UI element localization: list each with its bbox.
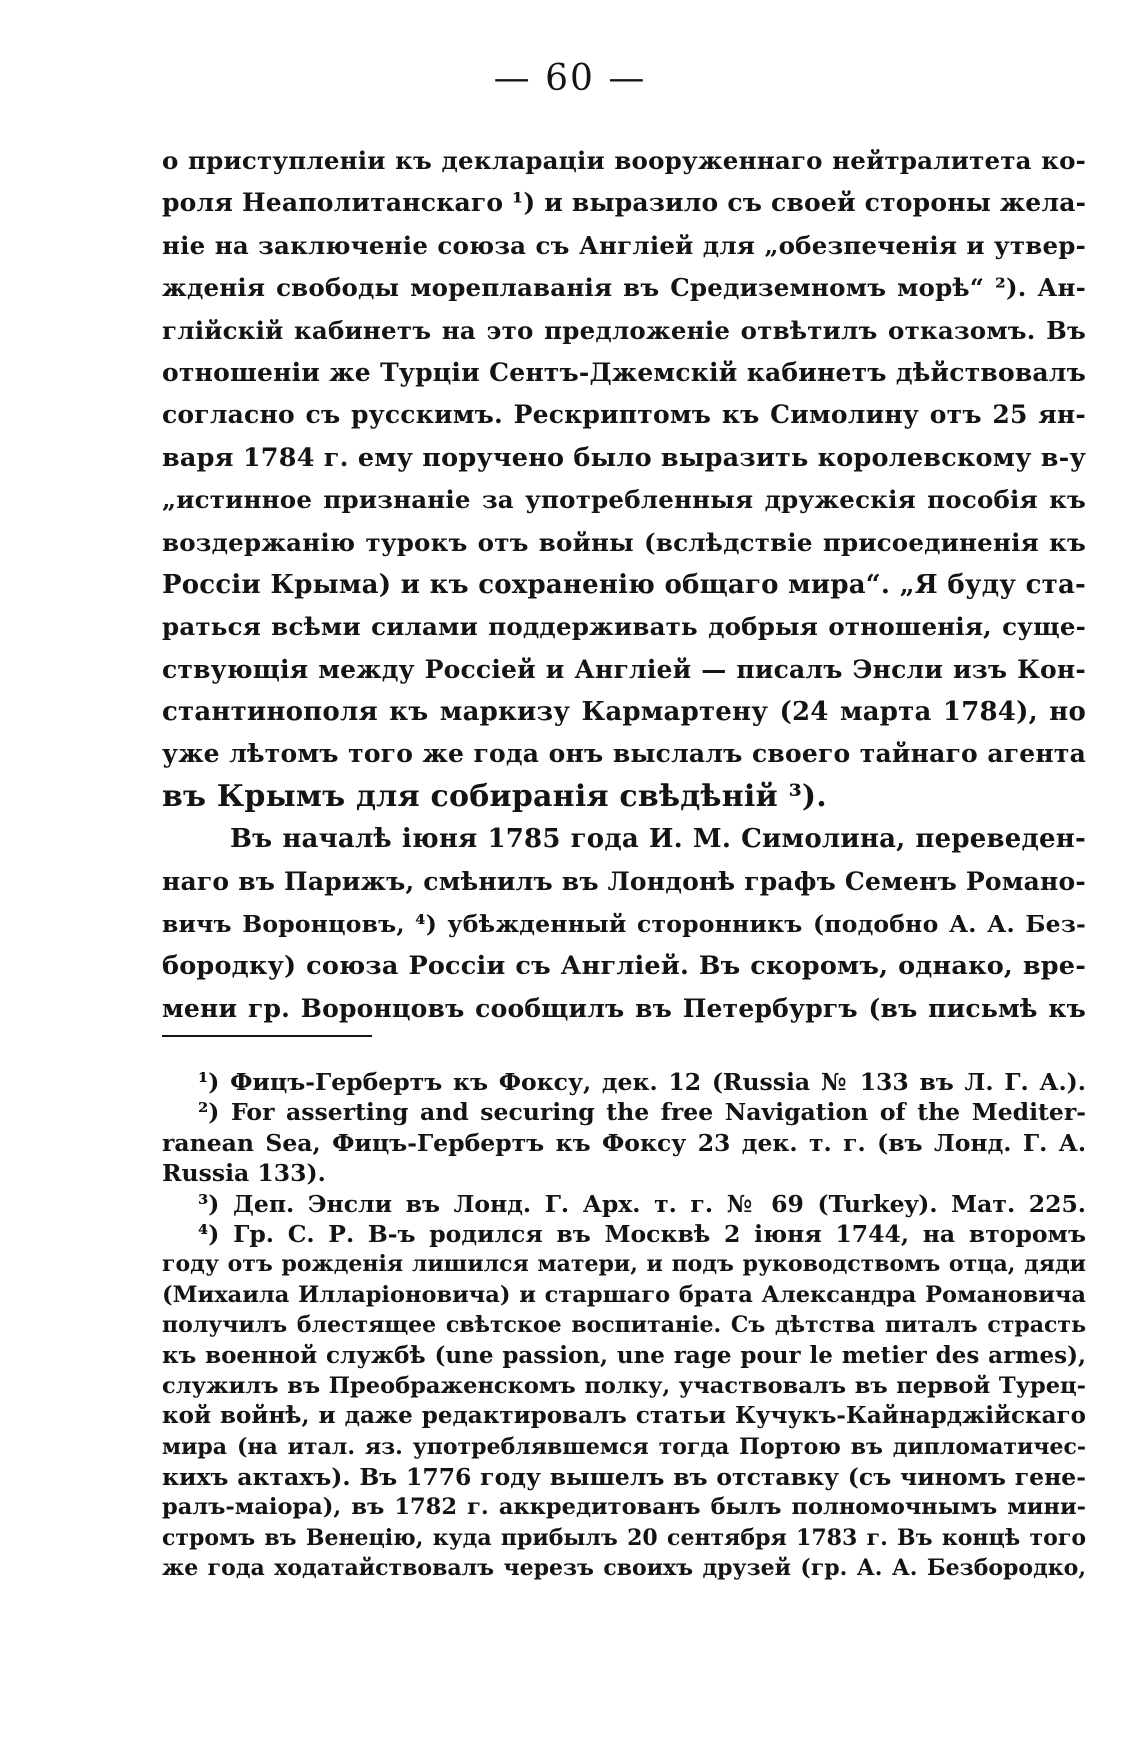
footnotes (162, 1067, 1086, 1584)
footnote-line: къ военной службѣ (une passion, une rage pour le metier des armes), (162, 1341, 1086, 1369)
text-line: уже лѣтомъ того же года онъ выслалъ своего тайнаго агента (162, 739, 1086, 769)
footnote-line: же года ходатайствовалъ черезъ своихъ друзей (гр. А. А. Безбородко, (162, 1555, 1086, 1582)
footnote-line: ⁴) Гр. С. Р. В-ъ родился въ Москвѣ 2 іюня 1744, на второмъ (198, 1219, 1086, 1248)
footnote-line: ³) Деп. Энсли въ Лонд. Г. Арх. т. г. № 69 (Turkey). Мат. 225. (198, 1189, 1086, 1218)
text-line: стантинополя къ маркизу Кармартену (24 марта 1784), но (162, 697, 1086, 728)
footnote-line: кихъ актахъ). Въ 1776 году вышелъ въ отставку (съ чиномъ гене- (162, 1463, 1086, 1492)
footnote-divider (162, 1035, 372, 1037)
footnote-line: (Михаила Илларіоновича) и старшаго брата Александра Романовича (162, 1281, 1086, 1308)
footnote-line: кой войнѣ, и даже редактировалъ статьи Кучукъ-Кайнарджійскаго (162, 1402, 1086, 1430)
text-line: бородку) союза Россіи съ Англіей. Въ скоромъ, однако, вре- (162, 951, 1086, 982)
text-line: мени гр. Воронцовъ сообщилъ въ Петербургъ (въ письмѣ къ (162, 993, 1086, 1023)
text-line: роля Неаполитанскаго ¹) и выразило съ своей стороны жела- (162, 188, 1087, 218)
footnote-line: году отъ рожденія лишился матери, и подъ руководствомъ отца, дяди (162, 1251, 1086, 1278)
text-line: раться всѣми силами поддерживать добрыя отношенія, суще- (162, 612, 1086, 642)
main-text (162, 140, 1086, 1030)
footnote-line: получилъ блестящее свѣтское воспитаніе. Съ дѣтства питалъ страсть (162, 1312, 1086, 1339)
page-number: — 60 — (493, 58, 647, 99)
footnote-line: служилъ въ Преображенскомъ полку, участвовалъ въ первой Турец- (162, 1372, 1086, 1399)
text-line: „истинное признаніе за употребленныя дружескія пособія къ (162, 485, 1086, 515)
footnote-line: мира (на итал. яз. употреблявшемся тогда Портою въ дипломатичес- (162, 1433, 1086, 1460)
text-line: ствующія между Россіей и Англіей — писалъ Энсли изъ Кон- (162, 654, 1086, 684)
text-line: жденія свободы мореплаванія въ Средиземномъ морѣ“ ²). Ан- (162, 273, 1086, 303)
text-line: отношеніи же Турціи Сентъ-Джемскій кабинетъ дѣйствовалъ (162, 357, 1086, 387)
text-line: въ Крымъ для собиранія свѣдѣній ³). (162, 778, 827, 814)
text-line: глійскій кабинетъ на это предложеніе отвѣтилъ отказомъ. Въ (162, 315, 1086, 345)
text-line: наго въ Парижъ, смѣнилъ въ Лондонѣ графъ Семенъ Романо- (162, 866, 1086, 896)
text-line: ніе на заключеніе союза съ Англіей для „обезпеченія и утвер- (162, 230, 1086, 260)
paragraph-start-line: Въ началѣ іюня 1785 года И. М. Симолина, переведен- (230, 824, 1086, 855)
footnote-line: ²) For asserting and securing the free Navigation of the Mediter- (198, 1098, 1086, 1127)
text-line: о приступленіи къ декларацiи вооруженнаго нейтралитета ко- (162, 146, 1086, 175)
text-line: вичъ Воронцовъ, ⁴) убѣжденный сторонникъ (подобно А. А. Без- (162, 910, 1086, 939)
text-line: Россіи Крыма) и къ сохраненію общаго мира“. „Я буду ста- (162, 569, 1086, 600)
text-line: воздержанію турокъ отъ войны (вслѣдствіе присоединенія къ (162, 527, 1086, 557)
footnote-line: ралъ-маіора), въ 1782 г. аккредитованъ былъ полномочнымъ мини- (162, 1494, 1086, 1521)
footnote-line: ranean Sea, Фицъ-Гербертъ къ Фоксу 23 дек. т. г. (въ Лонд. Г. А. (162, 1128, 1086, 1157)
text-line: согласно съ русскимъ. Рескриптомъ къ Симолину отъ 25 ян- (162, 400, 1086, 430)
footnote-line: ¹) Фицъ-Гербертъ къ Фоксу, дек. 12 (Russia № 133 въ Л. Г. А.). (198, 1068, 1086, 1096)
footnote-line: Russia 133). (162, 1159, 326, 1188)
text-line: варя 1784 г. ему поручено было выразить королевскому в-у (162, 442, 1086, 473)
footnote-line: стромъ въ Венецію, куда прибылъ 20 сентября 1783 г. Въ концѣ того (162, 1524, 1086, 1551)
